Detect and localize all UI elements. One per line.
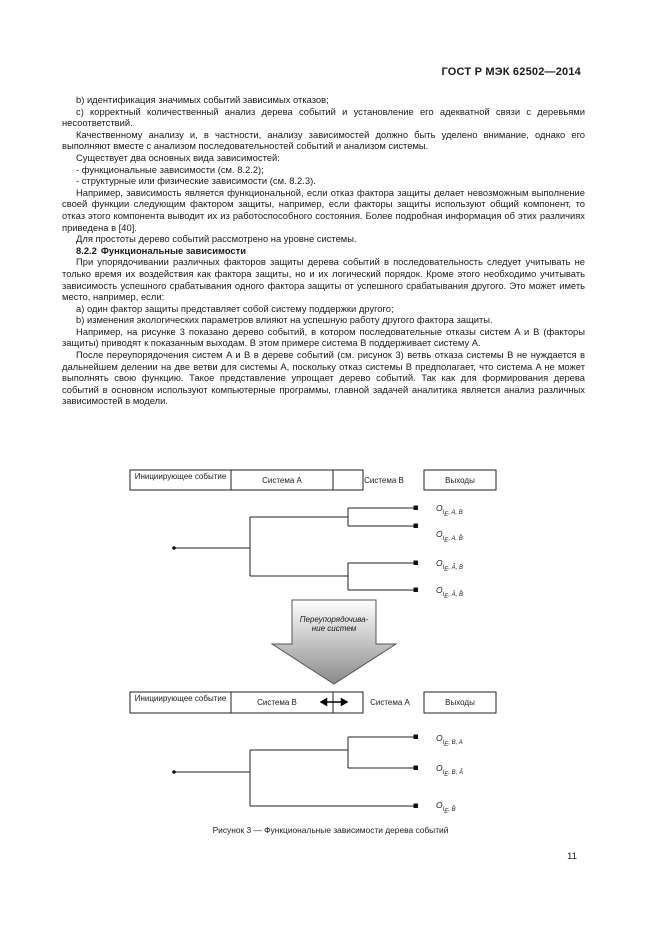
bottom-system-b-label: Система B [257, 698, 297, 707]
top-initiating-event-label: Инициирующее событие [134, 472, 227, 481]
paragraph: При упорядочивании различных факторов защиты дерева событий в последовательность следует учитывать не только время их воздействия как фактора защиты, но и их логический порядок. Кроме этого необходимо учитывать зависимость успешного срабатывания одного фактора защиты от успешного срабатывания другого. Это может иметь место, например, если: [62, 256, 585, 303]
output-label: $O_{I_E, B̄}$ [436, 800, 456, 815]
output-label: $O_{I_E, B, A}$ [436, 733, 463, 748]
swap-arrow-icon [320, 698, 348, 706]
list-item: - структурные или физические зависимости (см. 8.2.3). [76, 175, 316, 187]
output-label: $O_{I_E, Ā, B̄}$ [436, 585, 463, 600]
bottom-system-a-header: Система A [370, 698, 410, 707]
page-number: 11 [567, 851, 577, 862]
document-body [62, 94, 585, 407]
output-label: $O_{I_E, B, Ā}$ [436, 763, 463, 778]
paragraph: Для простоты дерево событий рассмотрено на уровне системы. [76, 233, 357, 245]
document-code: ГОСТ Р МЭК 62502—2014 [441, 66, 581, 78]
paragraph: Например, зависимость является функциональной, если отказ фактора защиты делает невозможным выполнение своей функции следующим фактором защиты, например, если факторы защиты используют общий компонент, то отказ этого компонента выводит их из работоспособного состояния. Более подробная информация об этих различиях приведена в [40]. [62, 186, 585, 233]
paragraph: Качественному анализу и, в частности, анализу зависимостей должно быть уделено внимание, однако его выполняют вместе с анализом последовательностей событий и анализом системы. [62, 128, 585, 152]
paragraph: Например, на рисунке 3 показано дерево событий, в котором последовательные отказы систем A и B (факторы защиты) приводят к показанным выходам. В этом примере система B поддерживает систему A. [62, 325, 585, 349]
list-item: - функциональные зависимости (см. 8.2.2); [76, 163, 264, 175]
top-outputs-label: Выходы [445, 476, 475, 485]
paragraph: После переупорядочения систем A и B в дереве событий (см. рисунок 3) ветвь отказа системы B не нуждается в дальнейшем делении на две ветви для системы A, поскольку отказ системы B предполагает, что система A не может выполнять свою функцию. Такое представление упрощает дерево событий. Так как для формирования дерева событий в основном используют компьютерные программы, главной задачей аналитика является анализ различных зависимостей в модели. [62, 349, 585, 407]
top-system-a-label: Система A [262, 476, 302, 485]
reorder-arrow [272, 600, 396, 684]
list-item-c: c) корректный количественный анализ дерева событий и установление его адекватной связи с деревьями несоответствий. [62, 105, 585, 129]
output-label: $O_{I_E, Ā, B}$ [436, 558, 463, 573]
section-heading [62, 245, 585, 257]
figure-caption: Рисунок 3 — Функциональные зависимости дерева событий [212, 825, 449, 835]
event-tree-figure [128, 466, 498, 816]
list-item-b: b) идентификация значимых событий зависимых отказов; [76, 94, 329, 105]
bottom-initiating-event-label: Инициирующее событие [134, 694, 227, 703]
bottom-outputs-label: Выходы [445, 698, 475, 707]
reorder-arrow-label: Переупорядочива-ние систем [299, 615, 369, 633]
output-label: $O_{I_E, A, B}$ [436, 503, 463, 518]
section-title: Функциональные зависимости [100, 244, 247, 256]
paragraph: Существует два основных вида зависимостей: [76, 151, 280, 163]
top-system-b-header: Система B [364, 476, 404, 485]
list-item-b: b) изменения экологических параметров влияют на успешную работу другого фактора защиты. [76, 314, 493, 326]
list-item-a: a) один фактор защиты представляет собой систему поддержки другого; [76, 302, 394, 314]
output-label: $O_{I_E, A, B̄}$ [436, 529, 463, 544]
section-number: 8.2.2 [76, 244, 97, 256]
